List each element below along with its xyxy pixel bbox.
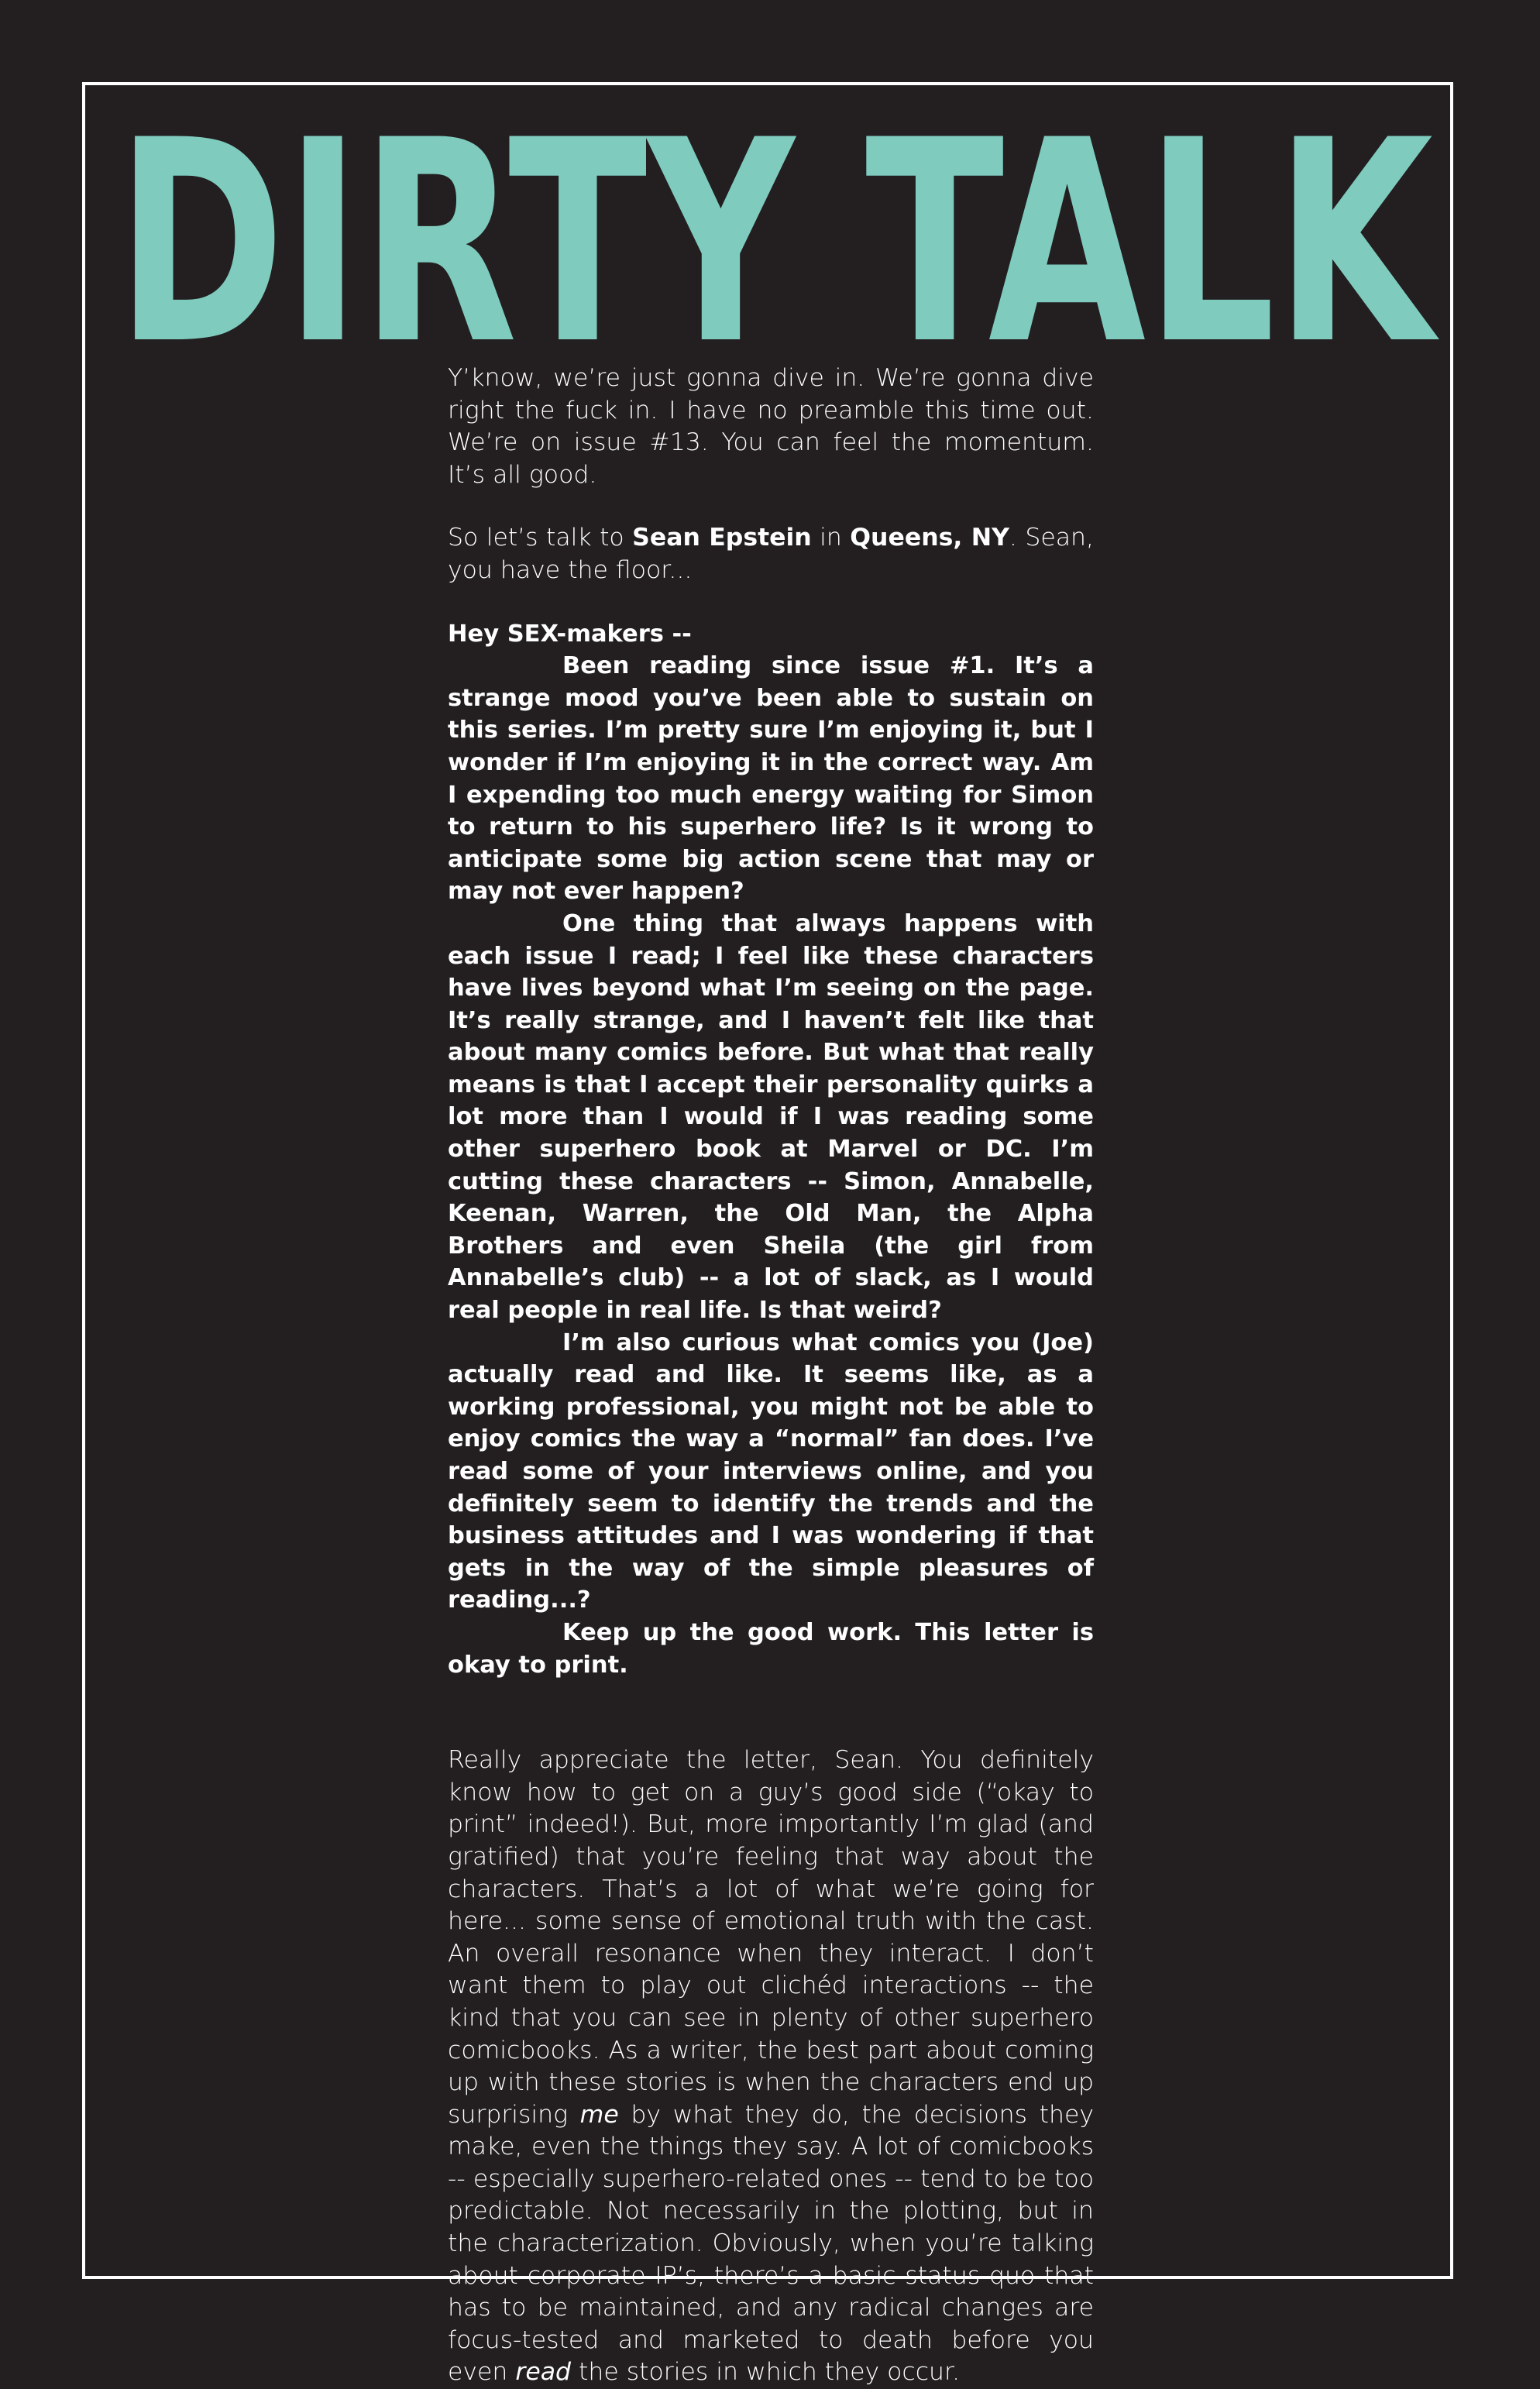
letter-paragraph: One thing that always happens with each issue I read; I feel like these characters have lives beyond what I’m seeing on the page. It’s really strange, and I haven’t felt like that about many comics before. But what that really means is that I accept their personality quirks a lot more than I would if I was reading some other superhero book at Marvel or DC. I’m cutting these characters -- Simon, Annabelle, Keenan, Warren, the Old Man, the Alpha Brothers and even Sheila (the girl from Annabelle’s club) -- a lot of slack, as I would real people in real life. Is that weird? — [448, 909, 1094, 1325]
letters-column — [448, 363, 1094, 2389]
reply-text: Really appreciate the letter, Sean. You definitely know how to get on a guy’s good side (“okay to print” indeed!). But, more importantly I’m glad (and gratified) that you’re feeling that way about the characters. That’s a lot of what we’re going for here... some sense of emotional truth with the cast. An overall resonance when they interact. I don’t want them to play out clichéd interactions -- the kind that you can see in plenty of other superhero comicbooks. As a writer, the best part about coming up with these stories is when the characters end up surprising — [448, 1746, 1094, 2129]
reply-emphasis: read — [515, 2358, 572, 2387]
reply-emphasis: me — [579, 2100, 619, 2129]
editor-reply — [448, 1744, 1094, 2389]
intro-paragraph-2 — [448, 522, 1094, 586]
intro-paragraph: Y’know, we’re just gonna dive in. We’re gonna dive right the fuck in. I have no preamble this time out. We’re on issue #13. You can feel the momentum. It’s all good. — [448, 364, 1094, 489]
letter-paragraph: Keep up the good work. This letter is okay to print. — [448, 1618, 1094, 1679]
reply-text: by what they do, the decisions they make, even the things they say. A lot of comicbooks -- especially superhero-related ones -- tend to be too predictable. Not necessarily in the plotting, but in the characterization. Obviously, when you’re talking about corporate IP’s, there’s a basic status quo that has to be maintained, and any radical changes are focus-tested and marketed to death before you even — [448, 2100, 1094, 2387]
letter-writer-name: Sean Epstein — [632, 524, 812, 552]
intro-text: . Sean, you have the floor... — [448, 524, 1094, 584]
intro-text: So let’s talk to — [448, 524, 633, 552]
page-title — [108, 81, 1441, 405]
letter-paragraph: Been reading since issue #1. It’s a strange mood you’ve been able to sustain on this series. I’m pretty sure I’m enjoying it, but I wonder if I’m enjoying it in the correct way. Am I expending too much energy waiting for Simon to return to his superhero life? Is it wrong to anticipate some big action scene that may or may not ever happen? — [448, 652, 1094, 906]
reader-letter — [448, 618, 1094, 1682]
letter-writer-location: Queens, NY — [850, 524, 1009, 552]
letter-paragraph: I’m also curious what comics you (Joe) actually read and like. It seems like, as a working professional, you might not be able to enjoy comics the way a “normal” fan does. I’ve read some of your interviews online, and you definitely seem to identify the trends and the business attitudes and I was wondering if that gets in the way of the simple pleasures of reading...? — [448, 1329, 1094, 1614]
reply-text: the stories in which they occur. — [571, 2358, 961, 2387]
intro-text: in — [811, 524, 851, 552]
letter-greeting: Hey SEX-makers -- — [448, 620, 692, 648]
title-text: DIRTY TALK — [116, 81, 1441, 405]
